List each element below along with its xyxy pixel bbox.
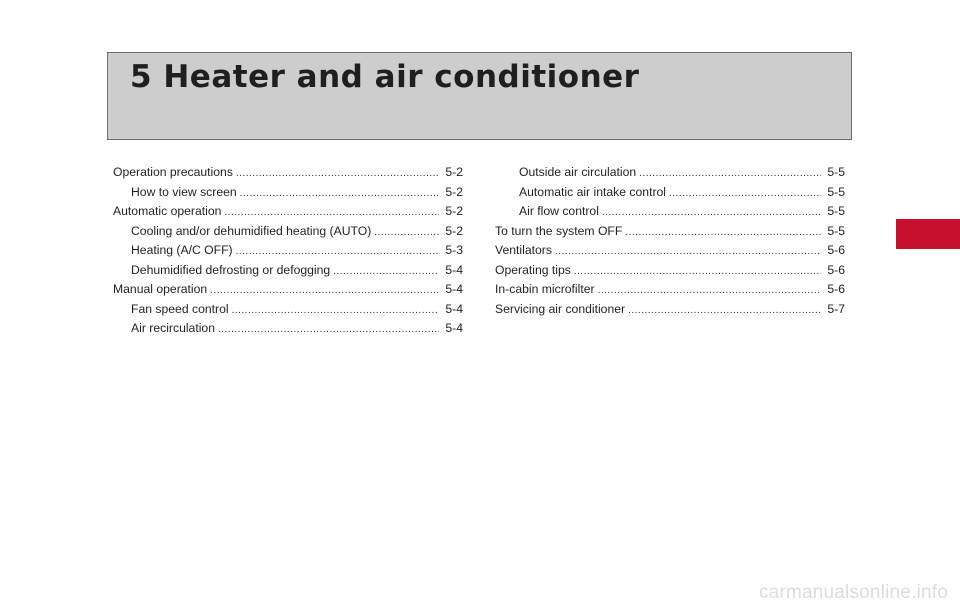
toc-entry-page: 5-4 (445, 262, 463, 277)
toc-entry-title: To turn the system OFF (495, 223, 623, 238)
toc-entry[interactable] (495, 183, 845, 203)
toc-entry[interactable] (113, 163, 463, 183)
toc-entry-page: 5-2 (445, 165, 463, 179)
toc-entry[interactable] (113, 202, 463, 222)
toc-entry-title: Automatic operation (113, 204, 222, 218)
toc-entry-title: Operating tips (495, 262, 571, 277)
toc-entry-title: Operation precautions (113, 165, 233, 179)
toc-entry-page: 5-4 (445, 321, 463, 335)
toc-entry-page: 5-2 (445, 223, 463, 238)
toc-entry-page: 5-6 (827, 262, 845, 277)
toc-entry-page: 5-5 (827, 184, 845, 199)
toc-entry[interactable] (495, 280, 845, 300)
toc-entry-page: 5-6 (827, 243, 845, 257)
toc-dot-leader (236, 242, 440, 262)
toc-entry-page: 5-7 (827, 301, 845, 316)
toc-entry[interactable] (113, 280, 463, 300)
toc-dot-leader (628, 301, 821, 321)
toc-entry[interactable] (113, 300, 463, 320)
toc-entry[interactable] (495, 202, 845, 222)
toc-column-left (113, 163, 463, 339)
toc-entry-title: In-cabin microfilter (495, 282, 595, 296)
toc-entry-title: Air recirculation (131, 321, 215, 335)
chapter-header (107, 52, 852, 140)
toc-entry-page: 5-4 (445, 282, 463, 296)
toc-entry-title: Fan speed control (131, 301, 229, 316)
toc-entry[interactable] (495, 222, 845, 242)
toc-entry[interactable] (113, 241, 463, 261)
chapter-side-tab (896, 219, 960, 249)
toc-entry-title: Outside air circulation (519, 165, 637, 179)
toc-dot-leader (602, 203, 821, 223)
toc-dot-leader (639, 164, 821, 184)
toc-dot-leader (598, 281, 822, 301)
toc-entry[interactable] (495, 261, 845, 281)
toc-dot-leader (224, 203, 439, 223)
toc-entry-title: Ventilators (495, 243, 552, 257)
toc-entry-title: Air flow control (519, 204, 599, 218)
toc-entry-title: Automatic air intake control (519, 184, 666, 199)
toc-dot-leader (625, 223, 821, 243)
toc-dot-leader (218, 320, 439, 340)
toc-entry-page: 5-2 (445, 184, 463, 199)
toc-dot-leader (555, 242, 821, 262)
toc-entry[interactable] (113, 261, 463, 281)
toc-entry-title: Servicing air conditioner (495, 301, 626, 316)
toc-entry-title: Heating (A/C OFF) (131, 243, 233, 257)
toc-entry[interactable] (495, 241, 845, 261)
toc-entry[interactable] (495, 163, 845, 183)
toc-entry[interactable] (495, 300, 845, 320)
toc-entry-page: 5-5 (827, 165, 845, 179)
toc-entry-page: 5-2 (445, 204, 463, 218)
toc-dot-leader (240, 184, 440, 204)
toc-dot-leader (333, 262, 439, 282)
chapter-title: 5 Heater and air conditioner (130, 59, 640, 95)
toc-dot-leader (669, 184, 821, 204)
toc-entry-title: Manual operation (113, 282, 208, 296)
toc-dot-leader (574, 262, 822, 282)
toc-dot-leader (210, 281, 439, 301)
toc-entry-page: 5-5 (827, 204, 845, 218)
toc-dot-leader (374, 223, 439, 243)
toc-entry[interactable] (113, 319, 463, 339)
toc-entry-page: 5-5 (827, 223, 845, 238)
watermark: carmanualsonline.info (758, 582, 948, 603)
toc-entry-page: 5-4 (445, 301, 463, 316)
toc-entry-title: Cooling and/or dehumidified heating (AUTO) (131, 223, 372, 238)
toc-entry-title: Dehumidified defrosting or defogging (131, 262, 331, 277)
toc-entry-page: 5-3 (445, 243, 463, 257)
toc-entry[interactable] (113, 222, 463, 242)
toc-entry-page: 5-6 (827, 282, 845, 296)
toc-dot-leader (236, 164, 439, 184)
toc-dot-leader (232, 301, 440, 321)
toc-entry[interactable] (113, 183, 463, 203)
toc-entry-title: How to view screen (131, 184, 237, 199)
toc-column-right (495, 163, 845, 319)
